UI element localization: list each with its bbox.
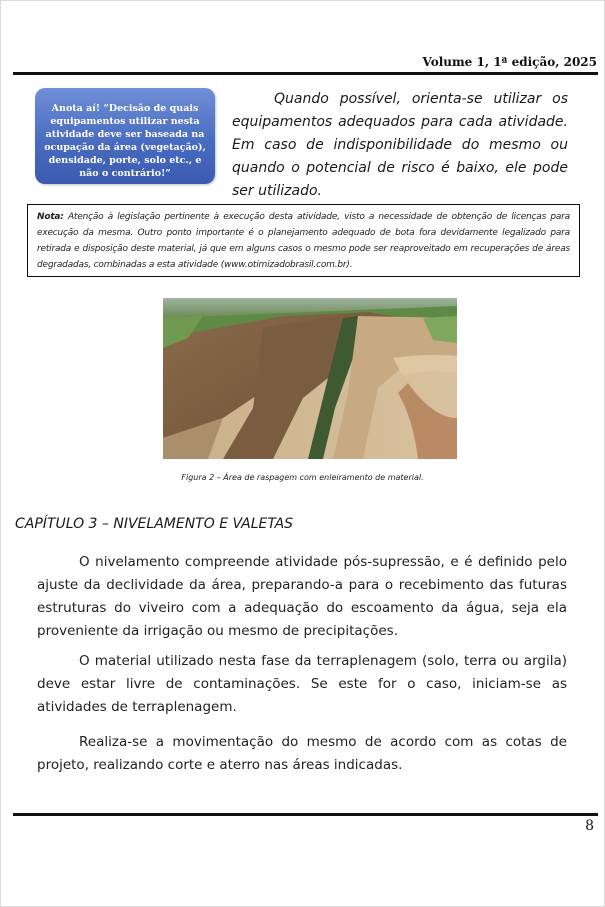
body-paragraph: Realiza-se a movimentação do mesmo de acordo com as cotas de projeto, realizando corte e aterro nas áreas indicadas. <box>37 734 567 773</box>
footer-rule <box>13 813 598 816</box>
aerial-scraping-area-photo <box>163 298 457 459</box>
figure-caption: Figura 2 – Área de raspagem com enleiramento de material. <box>181 473 424 482</box>
intro-paragraph: Quando possível, orienta-se utilizar os equipamentos adequados para cada atividade. Em caso de indisponibilidade do mesmo ou quando o potencial de risco é baixo, ele pode ser utilizado. <box>232 91 568 199</box>
header-rule <box>13 72 598 75</box>
chapter-title: CAPÍTULO 3 – NIVELAMENTO E VALETAS <box>15 516 294 532</box>
anota-ai-callout: Anota aí! “Decisão de quais equipamentos utilizar nesta atividade deve ser baseada na ocupação da área (vegetação), densidade, porte, solo etc., e não o contrário!” <box>35 88 215 184</box>
aerial-photo-illustration <box>163 298 457 459</box>
note-box <box>27 204 580 277</box>
note-label: Nota: <box>37 212 64 222</box>
body-paragraph: O nivelamento compreende atividade pós-supressão, e é definido pelo ajuste da declividade da área, preparando-a para o recebimento das futuras estruturas do viveiro com a adequação do escoamento da água, seja ela proveniente da irrigação ou mesmo de precipitações. <box>37 554 567 639</box>
body-paragraph: O material utilizado nesta fase da terraplenagem (solo, terra ou argila) deve estar livre de contaminações. Se este for o caso, iniciam-se as atividades de terraplenagem. <box>37 653 567 715</box>
volume-edition-header: Volume 1, 1ª edição, 2025 <box>422 55 597 69</box>
page-number: 8 <box>585 818 594 834</box>
note-text: Atenção à legislação pertinente à execução desta atividade, visto a necessidade de obtenção de licenças para execução da mesma. Outro ponto importante é o planejamento adequado de bota fora devidamente legalizado para retirada e disposição deste material, já que em alguns casos o mesmo pode ser reaproveitado em recuperações de áreas degradadas, combinadas a esta atividade (www.otimizadobrasil.com.br). <box>37 212 570 270</box>
